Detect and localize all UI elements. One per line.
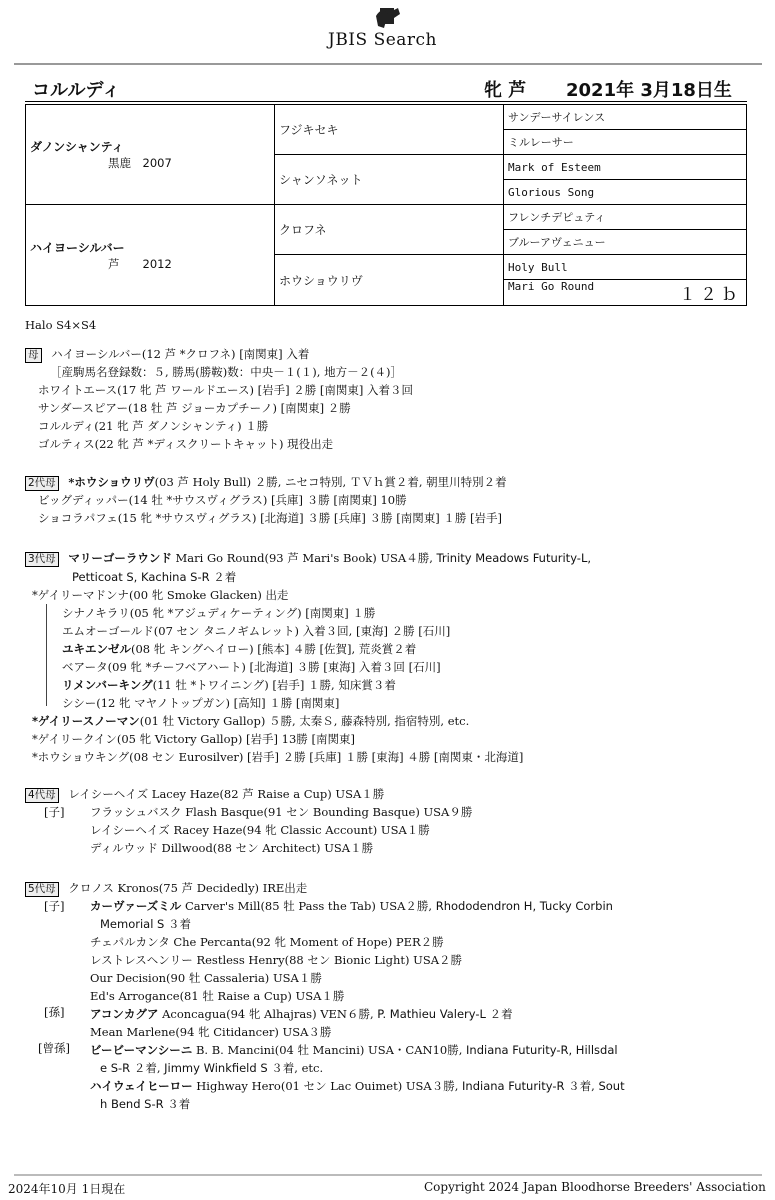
g5-descendant-record: ３着,	[564, 1079, 595, 1093]
g3-descendant-line	[32, 731, 355, 747]
g3-descendant-name: *ゲイリークイン(05 牝 Victory Gallop) [岩手] 13勝 [南関東]	[32, 732, 355, 746]
g3-descendant-line	[62, 605, 375, 621]
g3-descendant-line	[62, 623, 450, 639]
g4-tag: 4代母	[25, 788, 59, 803]
mother-line-4: コルルディ(21 牝 芦 ダノンシャンティ) １勝	[38, 419, 269, 433]
g5-descendant-line	[90, 1006, 513, 1022]
pedigree-gs-3[interactable]: ホウショウリヴ	[275, 255, 504, 306]
g5-descendant-record: h Bend S-R	[100, 1097, 164, 1111]
sire-name[interactable]: ダノンシャンティ	[30, 140, 124, 154]
g3-tag: 3代母	[25, 552, 59, 567]
mother-line-1: ［産駒馬名登録数：５, 勝馬(勝鞍)数：中央－１(１), 地方－２(４)］	[50, 365, 403, 379]
g5-descendant-record: Mean Marlene(94 牝 Citidancer) USA３勝	[90, 1025, 332, 1039]
g3-descendant-line	[62, 641, 416, 657]
pedigree-sire-cell	[26, 105, 275, 205]
g5-descendant-line	[100, 1060, 323, 1076]
g3-descendant-name[interactable]: ユキエンゼル	[62, 642, 131, 656]
g2-line-1: ビッグディッパー(14 牡 *サウスヴィグラス) [兵庫] ３勝 [南関東] 10勝	[38, 493, 407, 507]
mother-line-2: ホワイトエース(17 牝 芦 ワールドエース) [岩手] ２勝 [南関東] 入着３回	[38, 383, 413, 397]
g5-descendant-record: ３着, etc.	[267, 1061, 324, 1075]
dam-info: 芦 2012	[108, 256, 172, 271]
g2-tag: 2代母	[25, 476, 59, 491]
g3-branch-line	[46, 604, 47, 706]
g3-cont	[72, 569, 236, 585]
g5-descendant-line	[90, 970, 322, 986]
pedigree-ggs-5[interactable]: ブルーアヴェニュー	[504, 230, 747, 255]
g3-descendant-name: *ホウショウキング(08 セン Eurosilver) [岩手] ２勝 [兵庫] １勝 [東海] ４勝 [南関東・北海道]	[32, 750, 524, 764]
g5-descendant-record: Carver's Mill(85 牡 Pass the Tab) USA２勝,	[181, 899, 433, 913]
g3-descendant-line	[62, 659, 441, 675]
g5-descendant-record: Rhododendron H, Tucky Corbin	[432, 899, 613, 913]
g5-descendant-record: Indiana Futurity-R	[458, 1079, 565, 1093]
title-underline	[25, 101, 747, 102]
pedigree-gs-1[interactable]: シャンソネット	[275, 155, 504, 205]
pedigree-ggs-4[interactable]: フレンチデピュティ	[504, 205, 747, 230]
g3-descendant-line	[32, 587, 289, 603]
g5-child-label: [子]	[44, 899, 65, 913]
jbis-search-logo[interactable]: JBIS Search	[328, 30, 438, 50]
mother-tag: 母	[25, 348, 42, 363]
g3-dam-name[interactable]: マリーゴーラウンド	[68, 551, 172, 565]
family-number: １２ｂ	[679, 285, 742, 305]
g5-grandchild-label: [孫]	[44, 1005, 65, 1019]
g2-dam-name[interactable]: *ホウショウリヴ	[68, 475, 155, 489]
g3-descendant-name: エムオーゴールド(07 セン タニノギムレット) 入着３回, [東海] ２勝 [石川]	[62, 624, 451, 638]
g3-cont-place: ２着	[213, 570, 237, 584]
g5-descendant-record: Highway Hero(01 セン Lac Ouimet) USA３勝,	[192, 1079, 459, 1093]
g5-descendant-record: Our Decision(90 牡 Cassaleria) USA１勝	[90, 971, 322, 985]
g3-detail: Mari Go Round(93 芦 Mari's Book) USA４勝,	[175, 551, 433, 565]
mother-section	[25, 346, 309, 363]
g3-descendant-line	[62, 695, 339, 711]
g2-line-2: ショコラパフェ(15 牝 *サウスヴィグラス) [北海道] ３勝 [兵庫] ３勝 [南関東] １勝 [岩手]	[38, 511, 502, 525]
g3-section	[25, 550, 591, 567]
g5-descendant-record: ３着	[164, 917, 192, 931]
horse-birth-date: 2021年 3月18日生	[566, 80, 732, 101]
footer-copyright: Copyright 2024 Japan Bloodhorse Breeders' Association	[424, 1180, 766, 1194]
g5-tag: 5代母	[25, 882, 59, 897]
g5-descendant-record: ２着,	[130, 1061, 161, 1075]
pedigree-gs-0[interactable]: フジキセキ	[275, 105, 504, 155]
g5-descendant-record: ２着	[485, 1007, 513, 1021]
pedigree-ggs-7[interactable]: Mari Go Round	[508, 280, 595, 293]
g4-child-2: ディルウッド Dillwood(88 セン Architect) USA１勝	[90, 841, 374, 855]
g5-descendant-line	[100, 916, 191, 932]
g3-descendant-name: ベアータ(09 牝 *チーフベアハート) [北海道] ３勝 [東海] 入着３回 [石川]	[62, 660, 441, 674]
g5-descendant-line	[90, 898, 613, 914]
g4-child-label: [子]	[44, 805, 65, 819]
g3-descendant-name: *ゲイリーマドンナ(00 牝 Smoke Glacken) 出走	[32, 588, 289, 602]
g5-descendant-name[interactable]: ビービーマンシーニ	[90, 1043, 193, 1057]
pedigree-ggs-2[interactable]: Mark of Esteem	[504, 155, 747, 180]
g3-descendant-line	[62, 677, 396, 693]
g3-detail-race: Trinity Meadows Futurity-L,	[436, 551, 592, 565]
g3-descendant-name: シナノキラリ(05 牝 *アジュディケーティング) [南関東] １勝	[62, 606, 376, 620]
dam-name[interactable]: ハイヨーシルバー	[30, 240, 125, 255]
pedigree-ggs-3[interactable]: Glorious Song	[504, 180, 747, 205]
pedigree-ggs-7-cell	[504, 280, 747, 306]
pedigree-ggs-1[interactable]: ミルレーサー	[504, 130, 747, 155]
g5-descendant-line	[90, 1078, 625, 1094]
g4-child-1: レイシーヘイズ Racey Haze(94 牝 Classic Account) USA１勝	[90, 823, 430, 837]
g5-descendant-record: Memorial S	[100, 917, 165, 931]
g2-line-0: (03 芦 Holy Bull) ２勝, ニセコ特別, ＴＶｈ賞２着, 朝里川特別２着	[154, 475, 507, 489]
g3-descendant-line	[32, 749, 523, 765]
horse-name: コルルディ	[32, 80, 121, 101]
g3-descendant-record: (11 牡 *トワイニング) [岩手] １勝, 知床賞３着	[152, 678, 396, 692]
g5-descendant-record: レストレスヘンリー Restless Henry(88 セン Bionic Light) USA２勝	[90, 953, 463, 967]
g3-descendant-line	[32, 713, 469, 729]
g5-section	[25, 880, 307, 897]
g5-descendant-record: チェパルカンタ Che Percanta(92 牝 Moment of Hope) PER２勝	[90, 935, 444, 949]
g5-descendant-record: Sout	[594, 1079, 625, 1093]
g5-descendant-name[interactable]: ハイウェイヒーロー	[90, 1079, 193, 1093]
g5-descendant-record: Ed's Arrogance(81 牡 Raise a Cup) USA１勝	[90, 989, 345, 1003]
g5-descendant-record: ３着	[163, 1097, 191, 1111]
mother-line-5: ゴルティス(22 牝 芦 *ディスクリートキャット) 現役出走	[38, 437, 334, 451]
g5-descendant-record: Indiana Futurity-R, Hillsdal	[462, 1043, 618, 1057]
g5-descendant-record: B. B. Mancini(04 牡 Mancini) USA・CAN10勝,	[192, 1043, 463, 1057]
g4-head: レイシーヘイズ Lacey Haze(82 芦 Raise a Cup) USA１勝	[68, 787, 385, 801]
pedigree-dam-cell	[26, 205, 275, 306]
pedigree-gs-2[interactable]: クロフネ	[275, 205, 504, 255]
g5-descendant-record: Aconcagua(94 牝 Alhajras) VEN６勝,	[158, 1007, 374, 1021]
g5-descendant-name[interactable]: アコンカグア	[90, 1007, 159, 1021]
g5-descendant-name[interactable]: カーヴァーズミル	[90, 899, 182, 913]
g3-descendant-name: シシー(12 牝 マヤノトップガン) [高知] １勝 [南関東]	[62, 696, 340, 710]
g2-section	[25, 474, 507, 491]
pedigree-table	[25, 104, 747, 306]
g3-descendant-name[interactable]: リメンバーキング	[62, 678, 153, 692]
g5-descendant-line	[90, 988, 344, 1004]
mother-line-3: サンダースピアー(18 牡 芦 ジョーカプチーノ) [南関東] ２勝	[38, 401, 351, 415]
g4-section	[25, 786, 384, 803]
footer-date: 2024年10月 1日現在	[8, 1182, 126, 1196]
horse-sex-color: 牝 芦	[484, 80, 527, 101]
g5-descendant-record: Jimmy Winkfield S	[160, 1061, 268, 1075]
g5-ggrandchild-label: [曾孫]	[38, 1041, 70, 1055]
footer-divider	[14, 1174, 762, 1176]
g5-descendant-line	[90, 1024, 331, 1040]
g5-descendant-record: P. Mathieu Valery-L	[373, 1007, 486, 1021]
g5-descendant-line	[90, 1042, 618, 1058]
g3-descendant-name[interactable]: *ゲイリースノーマン	[32, 714, 140, 728]
sire-info: 黒鹿 2007	[108, 156, 172, 170]
inbreeding-text: Halo S4×S4	[25, 318, 97, 332]
g5-head: クロノス Kronos(75 芦 Decidedly) IRE出走	[68, 881, 308, 895]
g4-child-0: フラッシュバスク Flash Basque(91 セン Bounding Basque) USA９勝	[90, 805, 473, 819]
pedigree-ggs-6[interactable]: Holy Bull	[504, 255, 747, 280]
g3-cont-race: Petticoat S, Kachina S-R	[72, 570, 210, 584]
g5-descendant-line	[90, 934, 444, 950]
pedigree-ggs-0[interactable]: サンデーサイレンス	[504, 105, 747, 130]
g5-descendant-line	[100, 1096, 190, 1112]
mother-line-0: ハイヨーシルバー(12 芦 *クロフネ) [南関東] 入着	[51, 347, 310, 361]
g3-descendant-record: (01 牡 Victory Gallop) ５勝, 太秦Ｓ, 藤森特別, 指宿特別, etc.	[139, 714, 470, 728]
g3-descendant-record: (08 牝 キングヘイロー) [熊本] ４勝 [佐賀], 荒炎賞２着	[131, 642, 417, 656]
g5-descendant-line	[90, 952, 462, 968]
header-divider	[14, 63, 762, 65]
g5-descendant-record: e S-R	[100, 1061, 131, 1075]
